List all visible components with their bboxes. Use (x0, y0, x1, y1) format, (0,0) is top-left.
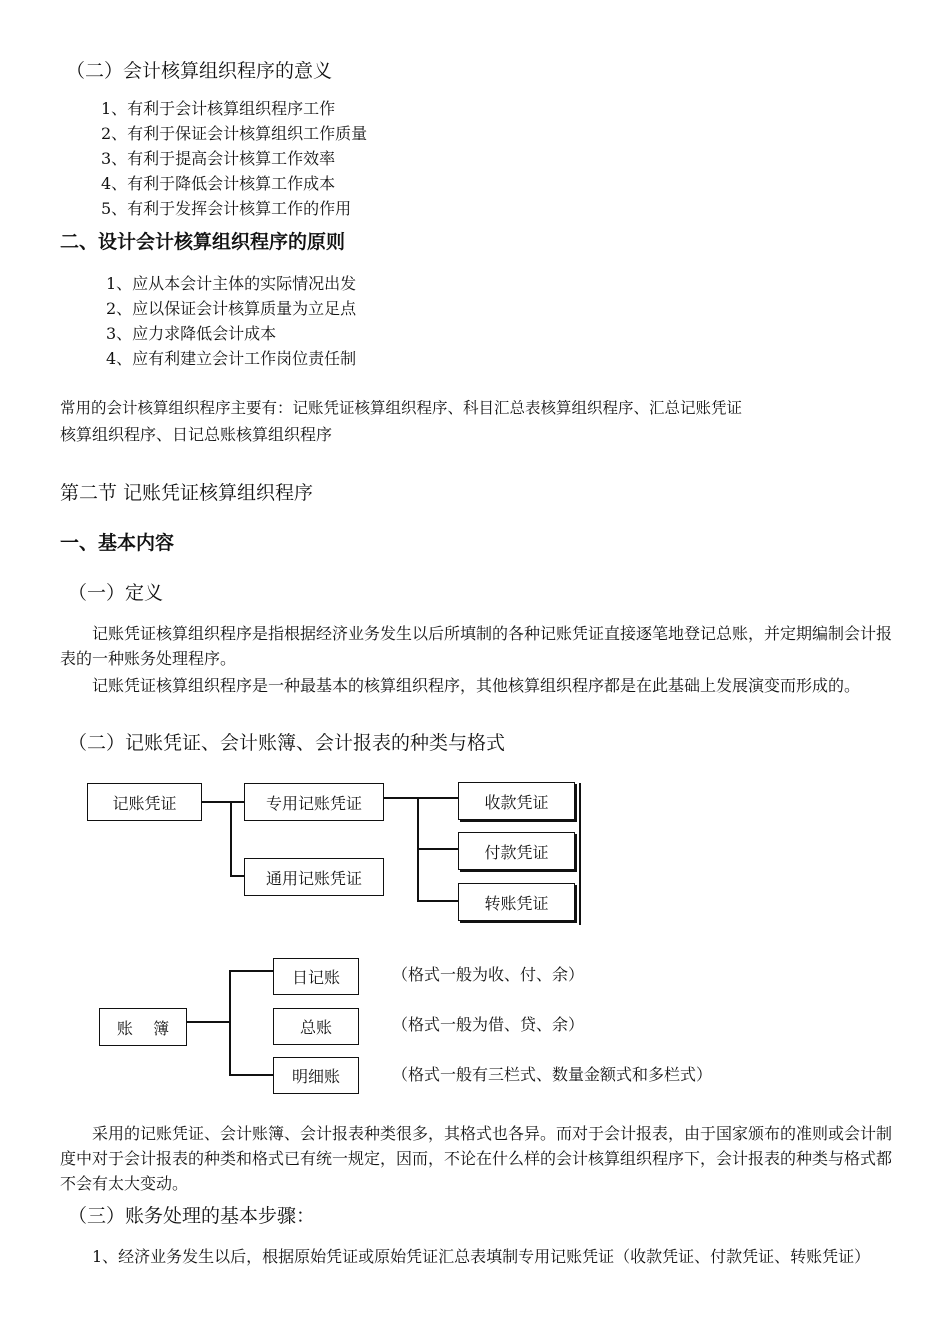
definition-paragraph-1: 记账凭证核算组织程序是指根据经济业务发生以后所填制的各种记账凭证直接逐笔地登记总账，并定期编制会计报表的一种账务处理程序。 (60, 624, 893, 668)
definition-paragraph-2: 记账凭证核算组织程序是一种最基本的核算组织程序，其他核算组织程序都是在此基础上发展演变而形成的。 (92, 676, 861, 695)
general-voucher-box: 通用记账凭证 (244, 858, 384, 896)
list-item: 1、应从本会计主体的实际情况出发 (106, 274, 357, 293)
connector-line (230, 875, 244, 877)
heading-basic-content: 一、基本内容 (60, 532, 175, 554)
special-voucher-box: 专用记账凭证 (244, 783, 384, 821)
voucher-root-box: 记账凭证 (87, 783, 202, 821)
transfer-voucher-box: 转账凭证 (458, 883, 575, 921)
list-item: 2、应以保证会计核算质量为立足点 (106, 299, 357, 318)
connector-line (230, 801, 232, 876)
heading-significance: （二）会计核算组织程序的意义 (66, 60, 333, 82)
list-item: 3、有利于提高会计核算工作效率 (101, 149, 336, 168)
general-format-note: （格式一般为借、贷、余） (392, 1015, 585, 1034)
list-item: 2、有利于保证会计核算组织工作质量 (101, 124, 368, 143)
heading-types: （二）记账凭证、会计账簿、会计报表的种类与格式 (68, 732, 506, 754)
connector-line (187, 1021, 230, 1023)
connector-line (229, 970, 273, 972)
journal-box: 日记账 (273, 958, 359, 995)
bracket-line (579, 783, 581, 925)
list-item: 4、有利于降低会计核算工作成本 (101, 174, 336, 193)
connector-line (202, 801, 244, 803)
connector-line (417, 848, 458, 850)
list-item: 3、应力求降低会计成本 (106, 324, 277, 343)
heading-principles: 二、设计会计核算组织程序的原则 (60, 231, 346, 253)
subsidiary-ledger-box: 明细账 (273, 1057, 359, 1094)
connector-line (417, 900, 458, 902)
common-programs-line1: 常用的会计核算组织程序主要有：记账凭证核算组织程序、科目汇总表核算组织程序、汇总记账凭证 (60, 399, 743, 417)
step-1-paragraph: 1、经济业务发生以后，根据原始凭证或原始凭证汇总表填制专用记账凭证（收款凭证、付款凭证、转账凭证） (92, 1247, 871, 1266)
general-ledger-box: 总账 (273, 1008, 359, 1045)
list-item: 5、有利于发挥会计核算工作的作用 (101, 199, 352, 218)
ledger-root-box: 账 簿 (99, 1008, 187, 1046)
heading-definition: （一）定义 (68, 582, 164, 604)
connector-line (384, 797, 458, 799)
payment-voucher-box: 付款凭证 (458, 832, 575, 870)
common-programs-line2: 核算组织程序、日记总账核算组织程序 (60, 425, 333, 444)
report-paragraph: 采用的记账凭证、会计账簿、会计报表种类很多，其格式也各异。而对于会计报表，由于国家颁布的准则或会计制度中对于会计报表的种类和格式已有统一规定，因而，不论在什么样的会计核算组织程序下，会计报表的种类与格式都不会有太大变动。 (60, 1124, 893, 1193)
receipt-voucher-box: 收款凭证 (458, 782, 575, 820)
list-item: 4、应有利建立会计工作岗位责任制 (106, 349, 357, 368)
connector-line (229, 1074, 273, 1076)
heading-steps: （三）账务处理的基本步骤： (68, 1205, 316, 1227)
journal-format-note: （格式一般为收、付、余） (392, 965, 585, 984)
connector-line (229, 970, 231, 1075)
section-title: 第二节 记账凭证核算组织程序 (60, 482, 314, 504)
list-item: 1、有利于会计核算组织程序工作 (101, 99, 336, 118)
subsidiary-format-note: （格式一般有三栏式、数量金额式和多栏式） (392, 1065, 713, 1084)
